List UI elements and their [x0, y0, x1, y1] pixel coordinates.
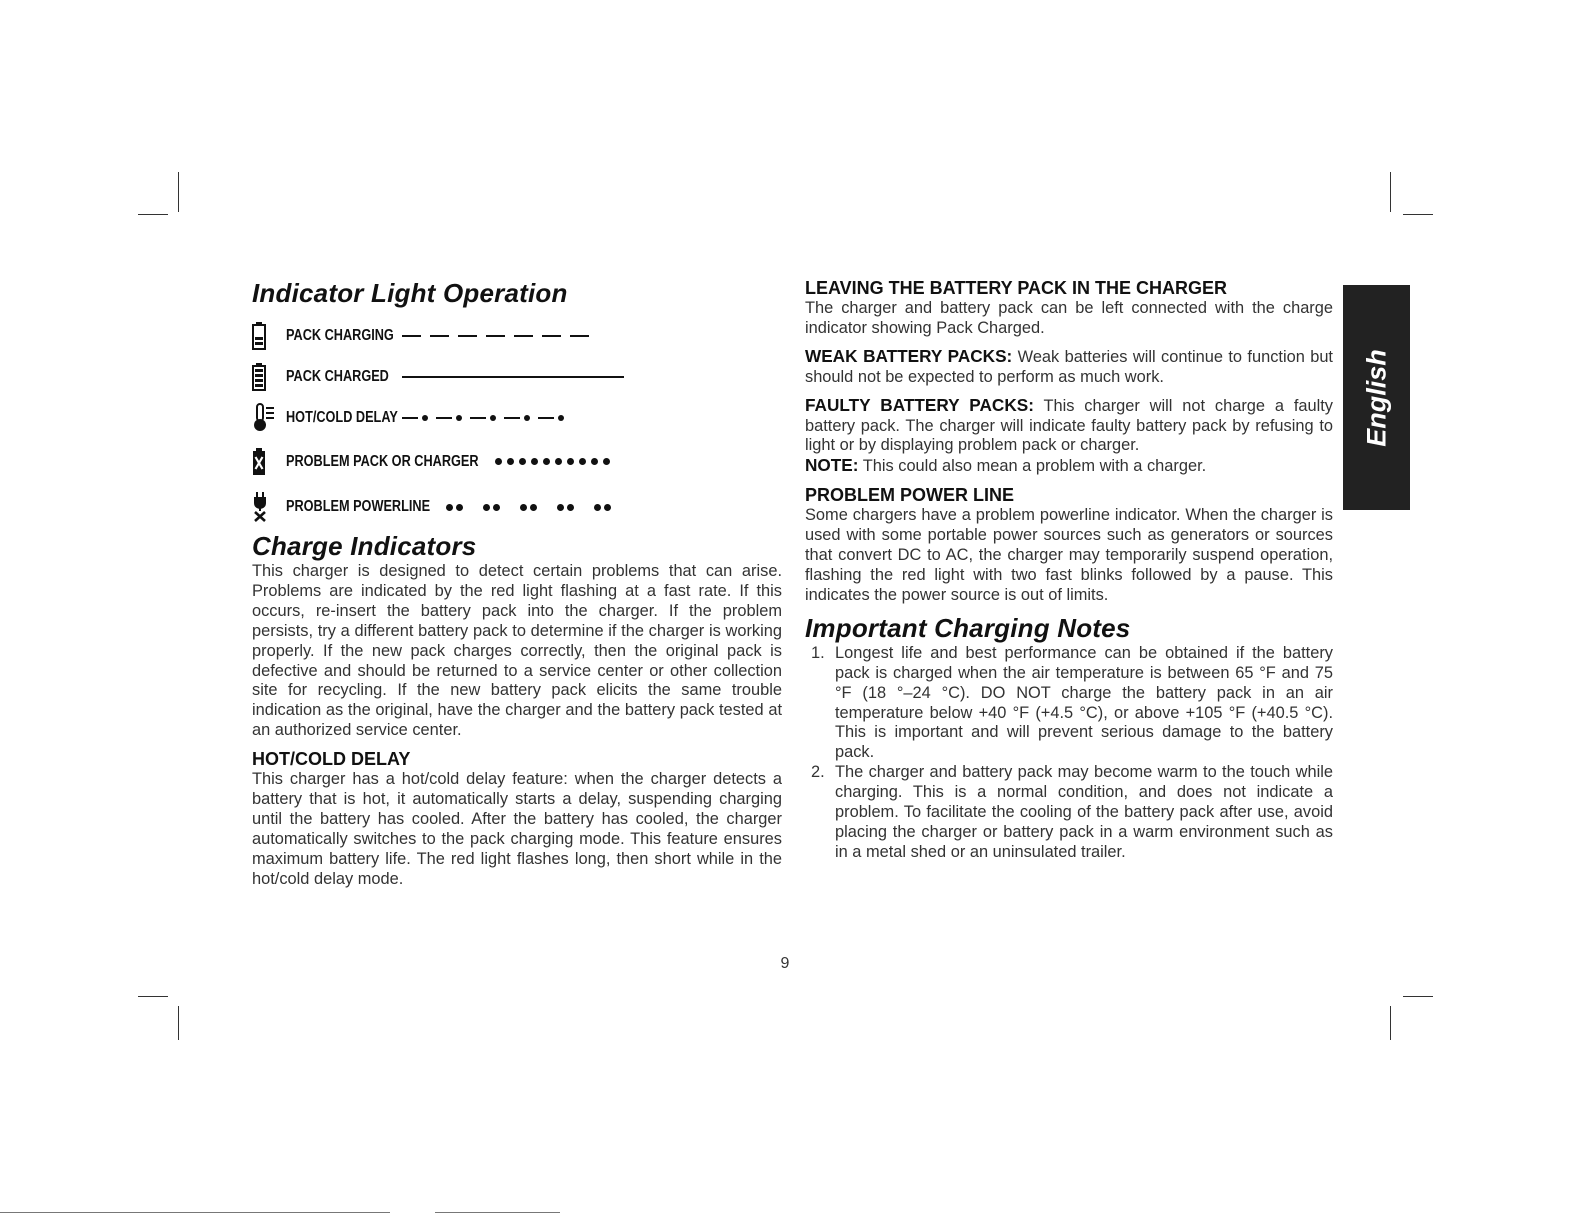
charging-notes-list — [805, 644, 1333, 863]
charging-notes-title: Important Charging Notes — [805, 612, 1131, 643]
crop-mark — [1390, 172, 1391, 212]
indicator-label: PROBLEM POWERLINE — [286, 498, 431, 515]
scan-artifact-line — [435, 1212, 560, 1213]
faulty-packs-text: This charger will not charge a faulty battery pack. The charger will indicate faulty battery pack by refusing to light or by displaying problem pack or charger. — [805, 396, 1333, 455]
long-short-pattern — [402, 415, 572, 421]
indicator-label: PACK CHARGING — [286, 326, 394, 344]
crop-mark — [178, 1006, 179, 1040]
crop-mark — [178, 172, 179, 212]
solid-line-pattern — [402, 376, 624, 378]
indicator-legend — [252, 315, 782, 529]
indicator-row-pack-charging — [252, 315, 782, 356]
list-item-text: The charger and battery pack may become warm to the touch while charging. This is a normal condition, and does not indicate a problem. To facilitate the cooling of the battery pack after use, avoid placing the charger or battery pack in a warm environment such as in a metal shed or an uninsulated trailer. — [835, 763, 1333, 861]
hot-cold-text: This charger has a hot/cold delay feature: when the charger detects a battery that is hot, it automatically starts a delay, suspending charging until the battery has cooled. After the battery has cooled, the charger automatically switches to the pack charging mode. This feature ensures maximum battery life. The red light flashes long, then short while in the hot/cold delay mode. — [252, 770, 782, 888]
note-paragraph — [805, 456, 1333, 477]
crop-mark — [138, 996, 168, 997]
note-label: NOTE: — [805, 455, 859, 476]
indicator-row-pack-charged — [252, 356, 782, 397]
right-column — [805, 278, 1333, 863]
weak-packs-label: WEAK BATTERY PACKS: — [805, 345, 1013, 366]
battery-charging-icon — [252, 321, 278, 351]
dash-pattern — [402, 335, 598, 337]
list-item — [805, 763, 1333, 863]
indicator-label: PACK CHARGED — [286, 367, 389, 385]
list-item-number: 2. — [811, 763, 825, 782]
indicator-light-title: Indicator Light Operation — [252, 278, 568, 308]
indicator-label: PROBLEM PACK OR CHARGER — [286, 452, 479, 470]
indicator-row-problem-powerline — [252, 485, 782, 529]
weak-packs-paragraph — [805, 347, 1333, 388]
indicator-row-problem-pack — [252, 438, 782, 485]
plug-x-icon — [252, 492, 278, 522]
crop-mark — [1390, 1006, 1391, 1040]
page-number: 9 — [780, 955, 790, 972]
language-tab-label: English — [1361, 348, 1391, 447]
crop-mark — [1403, 214, 1433, 215]
fast-dots-pattern — [495, 458, 615, 465]
scan-artifact-line — [0, 1212, 390, 1213]
charge-indicators-text: This charger is designed to detect certain problems that can arise. Problems are indicated by the red light flashing at a fast rate. If this occurs, re-insert the battery pack into the charger. If the problem persists, try a different battery pack to determine if the charger is working properly. If the new pack charges correctly, then the original pack is defective and should be returned to a service center or other collection site for recycling. If the new battery pack elicits the same trouble indication as the original, have the charger and the battery pack tested at an authorized service center. — [252, 562, 782, 740]
list-item-text: Longest life and best performance can be obtained if the battery pack is charged when the air temperature is between 65 °F and 75 °F (18 °–24 °C). DO NOT charge the battery pack in an air temperature below +40 °F (+4.5 °C), or above +105 °F (+40.5 °C). This is important and will prevent serious damage to the battery pack. — [835, 643, 1333, 762]
leaving-text: The charger and battery pack can be left connected with the charge indicator showing Pack Charged. — [805, 299, 1333, 337]
leaving-heading: LEAVING THE BATTERY PACK IN THE CHARGER — [805, 278, 1228, 298]
list-item — [805, 644, 1333, 763]
faulty-packs-label: FAULTY BATTERY PACKS: — [805, 394, 1034, 415]
hot-cold-heading: HOT/COLD DELAY — [252, 749, 411, 770]
language-tab — [1343, 285, 1410, 510]
power-line-text: Some chargers have a problem powerline indicator. When the charger is used with some portable power sources such as generators or sources that convert DC to AC, the charger may temporarily suspend operation, flashing the red light with two fast blinks followed by a pause. This indicates the power source is out of limits. — [805, 506, 1333, 604]
indicator-row-hot-cold — [252, 397, 782, 438]
crop-mark — [138, 214, 168, 215]
weak-packs-text: Weak batteries will continue to function but should not be expected to perform as much work. — [805, 347, 1333, 386]
indicator-label: HOT/COLD DELAY — [286, 408, 398, 426]
charge-indicators-title: Charge Indicators — [252, 531, 477, 561]
battery-full-icon — [252, 362, 278, 392]
left-column — [252, 278, 782, 890]
power-line-heading: PROBLEM POWER LINE — [805, 485, 1015, 506]
crop-mark — [1403, 996, 1433, 997]
double-dots-pattern — [446, 504, 631, 511]
faulty-packs-paragraph — [805, 396, 1333, 457]
battery-x-icon — [252, 447, 278, 477]
note-text: This could also mean a problem with a charger. — [858, 457, 1207, 476]
list-item-number: 1. — [811, 643, 825, 662]
thermometer-icon — [252, 403, 278, 433]
